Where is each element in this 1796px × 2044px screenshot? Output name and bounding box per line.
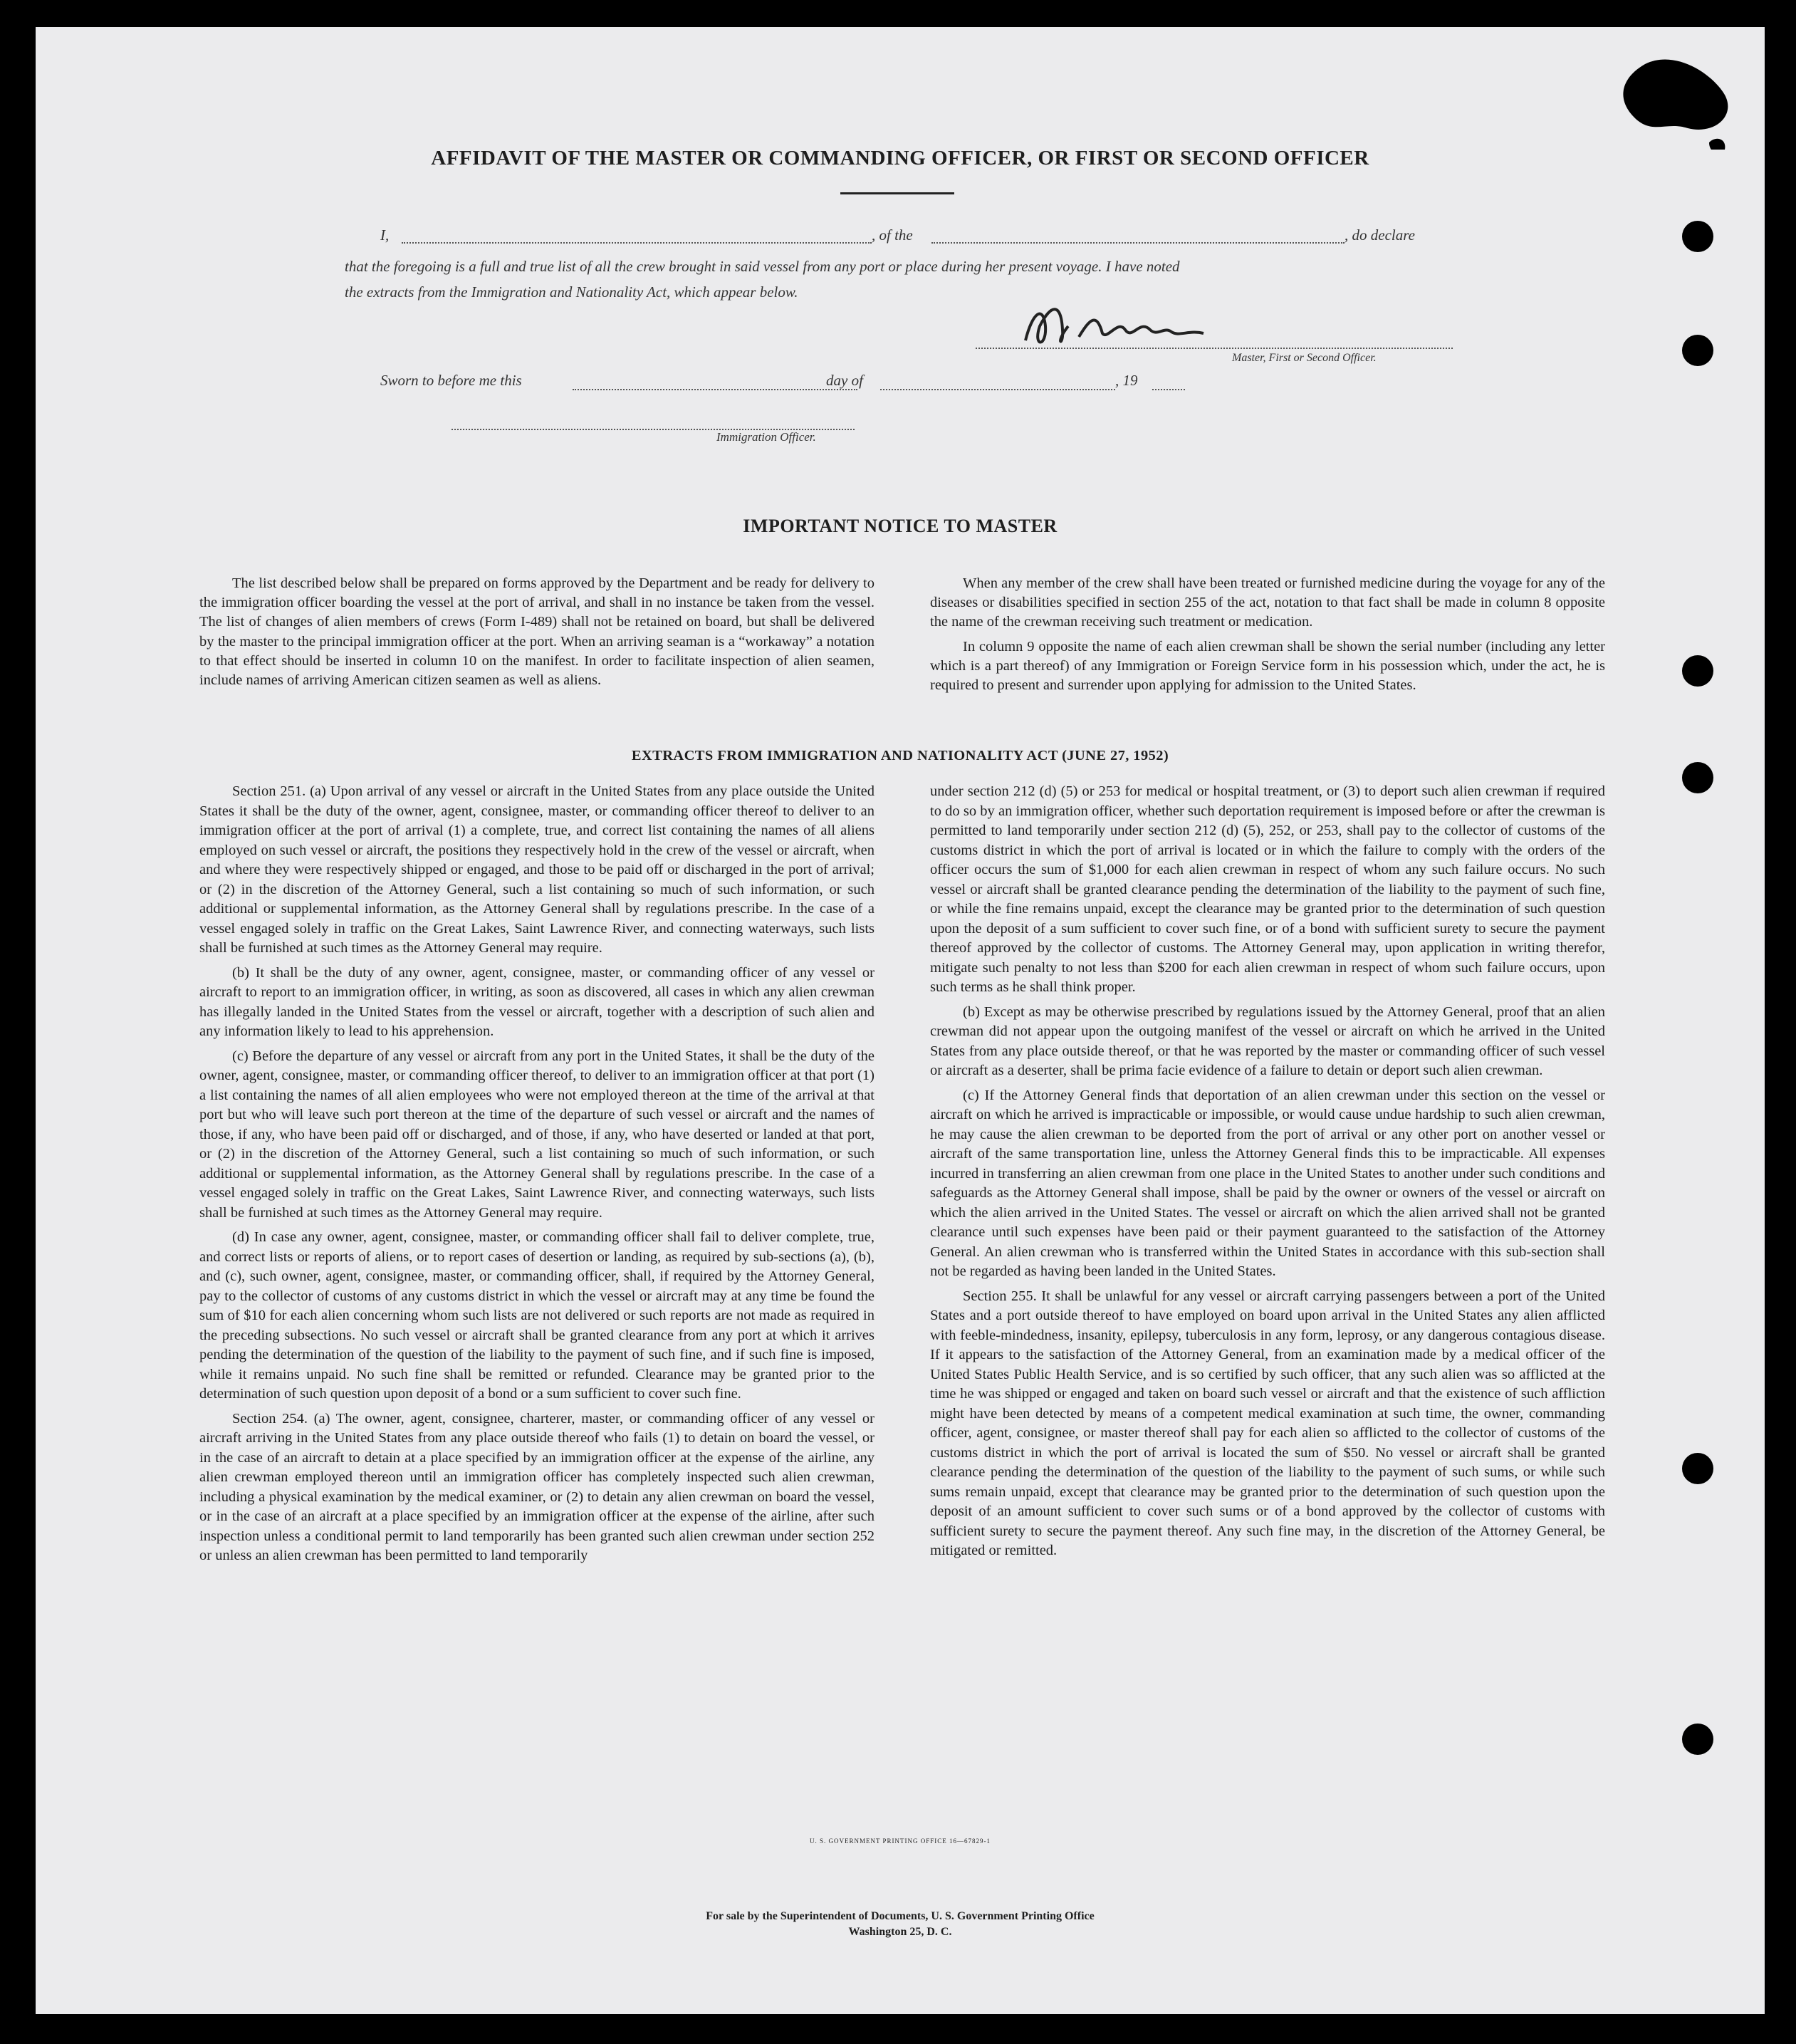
sworn-day-field[interactable] [573, 389, 857, 390]
section-255: Section 255. It shall be unlawful for any vessel or aircraft carrying passengers between a port of the United States and a port outside thereof to have employed on board upon arrival in the United States any alien afflicted with feeble-mindedness, insanity, epilepsy, tuberculosis in any form, leprosy, or any dangerous contagious disease. If it appears to the satisfaction of the Attorney General, from an examination made by a medical officer of the United States Public Health Service, and is so certified by such officer, that any such alien was so afflicted at the time he was shipped or engaged and taken on board such vessel or aircraft and that the existence of such affliction might have been detected by means of a competent medical examination at such time, the owner, commanding officer, agent, consignee, or master thereof shall pay for each alien so afflicted to the collector of customs of the customs district in which the port of arrival is located the sum of $50. No vessel or aircraft shall be granted clearance pending the determination of the question of the liability to the payment of such sums, or while such sums remain unpaid, except that clearance may be granted prior to the determination of such question upon the deposit of an amount sufficient to cover such sums or of a bond approved by the collector of customs with sufficient surety to secure the payment thereof. Any such fine may, in the discretion of the Attorney General, be mitigated or remitted. [930, 1288, 1605, 1558]
vessel-name-field[interactable] [931, 242, 1345, 244]
extracts-right-column [930, 782, 1605, 1561]
section-254-b: (b) Except as may be otherwise prescribed by regulations issued by the Attorney General, proof that an alien crewman did not appear upon the outgoing manifest of the vessel or aircraft on which he arrived in the United States from any place outside thereof, or that he was reported by the master or commanding officer of such vessel or aircraft as a deserter, shall be prima facie evidence of a failure to detain or deport such alien crewman. [930, 1003, 1605, 1078]
day-of-label: day of [826, 372, 863, 389]
section-254-c: (c) If the Attorney General finds that deportation of an alien crewman under this section on the vessel or aircraft on which he arrived is impracticable or impossible, or would cause undue hardship to such alien crewman, he may cause the alien crewman to be deported from the port of arrival or any other port on another vessel or aircraft of the same transportation line, unless the Attorney General finds this to be impracticable. All expenses incurred in transferring an alien crewman from one place in the United States to another under such conditions and safeguards as the Attorney General shall impose, shall be paid by the owner or owners of the vessel or aircraft on which the alien arrived in the United States. The vessel or aircraft on which the alien arrived shall not be granted clearance until such expenses have been paid or their payment guaranteed to the satisfaction of the Attorney General. An alien crewman who is transferred within the United States in accordance with this sub-section shall not be regarded as having been landed in the United States. [930, 1087, 1605, 1279]
section-254-a: Section 254. (a) The owner, agent, consignee, charterer, master, or commanding officer of any vessel or aircraft arriving in the United States from any place outside thereof who fails (1) to detain on board the vessel, or in the case of an aircraft to detain at a place specified by an immigration officer at the expense of the airline, any alien crewman employed thereon until an immigration officer has completely inspected such alien crewman, including a physical examination by the medical examiner, or (2) to detain any alien crewman on board the vessel, or in the case of an aircraft at a place specified by an immigration officer at the expense of the airline, after such inspection unless a conditional permit to land temporarily has been granted such alien crewman under section 252 or unless an alien crewman has been permitted to land temporarily [199, 1410, 874, 1563]
do-declare-label: , do declare [1345, 226, 1415, 244]
immigration-officer-label: Immigration Officer. [716, 430, 816, 444]
sworn-label: Sworn to before me this [380, 372, 522, 389]
binder-hole [1682, 221, 1713, 252]
notice-paragraph: When any member of the crew shall have been treated or furnished medicine during the voyage for any of the diseases or disabilities specified in section 255 of the act, notation to that fact shall be made in column 8 opposite the name of the crewman receiving such treatment or medication. [930, 575, 1605, 630]
binder-hole [1682, 1453, 1713, 1484]
of-the-label: , of the [872, 226, 913, 244]
section-254-a-continued: under section 212 (d) (5) or 253 for medical or hospital treatment, or (3) to deport such alien crewman if required to do so by an immigration officer, whether such deportation requirement is imposed before or after the crewman is permitted to land temporarily under section 212 (d) (5), 252, or 253, shall pay to the collector of customs of the customs district in which the port of arrival is located or in which the failure to comply with the orders of the officer occurs the sum of $1,000 for each alien crewman in respect of whom any such failure occurs. No such vessel or aircraft shall be granted clearance pending the determination of the liability to the payment of such fine, or while the fine remains unpaid, except the clearance may be granted prior to the determination of such question upon the deposit of a sum sufficient to cover such fine, or of a bond with sufficient surety to secure the payment thereof approved by the collector of customs. The Attorney General may, upon application in writing therefor, mitigate such penalty to not less than $200 for each alien crewman in respect of whom such failure occurs, upon such terms as he shall think proper. [930, 783, 1605, 995]
master-signature [1011, 298, 1239, 355]
section-251-c: (c) Before the departure of any vessel or aircraft from any port in the United States, it shall be the duty of the owner, agent, consignee, master, or commanding officer thereof, to deliver to an immigration officer at that port (1) a list containing the names of all alien employees who were not employed thereon at the time of the arrival at that port but who will leave such port thereon at the time of the departure of such vessel or aircraft and the names of those, if any, who have been paid off or discharged, and of those, if any, who have deserted or landed at that port, or (2) in the discretion of the Attorney General, such a list containing so much of such information, or such additional or supplemental information, as the Attorney General shall by regulations prescribe. In the case of a vessel engaged solely in traffic on the Great Lakes, Saint Lawrence River, and connecting waterways, such lists shall be furnished at such times as the Attorney General may require. [199, 1048, 874, 1221]
binder-hole [1682, 762, 1713, 793]
sworn-year-field[interactable] [1152, 389, 1185, 390]
master-signature-line[interactable] [976, 348, 1453, 349]
for-sale-line: For sale by the Superintendent of Documents, U. S. Government Printing Office [706, 1910, 1095, 1922]
notice-left-column [199, 574, 874, 690]
affidavit-title: AFFIDAVIT OF THE MASTER OR COMMANDING OFFICER, OR FIRST OR SECOND OFFICER [431, 147, 1369, 170]
master-officer-label: Master, First or Second Officer. [1232, 352, 1377, 364]
extracts-title: EXTRACTS FROM IMMIGRATION AND NATIONALITY ACT (JUNE 27, 1952) [631, 748, 1169, 763]
notice-paragraph: In column 9 opposite the name of each alien crewman shall be shown the serial number (including any letter which is a part thereof) of any Immigration or Foreign Service form in his possession which, under the act, he is required to present and surrender upon applying for admission to the United States. [930, 638, 1605, 694]
printing-office-imprint: U. S. GOVERNMENT PRINTING OFFICE 16—67829-1 [809, 1837, 991, 1845]
ink-blot [1602, 50, 1752, 150]
notice-right-column [930, 574, 1605, 695]
binder-hole [1682, 335, 1713, 366]
title-rule [840, 192, 954, 194]
declarant-name-field[interactable] [402, 242, 872, 244]
declaration-text-line-3: the extracts from the Immigration and Nationality Act, which appear below. [345, 283, 798, 301]
section-251-d: (d) In case any owner, agent, consignee, master, or commanding officer shall fail to deliver complete, true, and correct lists or reports of aliens, or to report cases of desertion or landing, as required by sub-sections (a), (b), and (c), such owner, agent, consignee, master, or commanding officer, shall, if required by the Attorney General, pay to the collector of customs of any customs district in which the vessel or aircraft may at any time be found the sum of $10 for each alien concerning whom such lists are not delivered or such reports are not made as required in the preceding subsections. No such vessel or aircraft shall be granted clearance from any port at which it arrives pending the determination of the question of the liability to the payment of such fine, and if such fine is imposed, while it remains unpaid. No such fine shall be remitted or refunded. Clearance may be granted prior to the determination of such question upon deposit of a bond or a sum sufficient to cover such fine. [199, 1229, 874, 1402]
section-251-b: (b) It shall be the duty of any owner, agent, consignee, master, or commanding officer of any vessel or aircraft to report to an immigration officer, in writing, as soon as discovered, all cases in which any alien crewman has illegally landed in the United States from the vessel or aircraft, together with a description of such alien and any information likely to lead to his apprehension. [199, 964, 874, 1039]
notice-paragraph: The list described below shall be prepared on forms approved by the Department and be ready for delivery to the immigration officer boarding the vessel at the port of arrival, and shall in no instance be taken from the vessel. The list of changes of alien members of crews (Form I-489) shall not be retained on board, but shall be delivered by the master to the principal immigration officer at the port. When an arriving seaman is a “workaway” a notation to that effect should be inserted in column 10 on the manifest. In order to facilitate inspection of alien seamen, include names of arriving American citizen seamen as well as aliens. [199, 575, 874, 689]
sworn-month-field[interactable] [880, 389, 1115, 390]
washington-line: Washington 25, D. C. [848, 1926, 952, 1938]
declarant-label: I, [380, 226, 390, 244]
notice-title: IMPORTANT NOTICE TO MASTER [743, 516, 1058, 536]
extracts-left-column [199, 782, 874, 1566]
declaration-text-line-2: that the foregoing is a full and true list of all the crew brought in said vessel from any port or place during her present voyage. I have noted [345, 258, 1180, 275]
year-prefix: , 19 [1115, 372, 1138, 389]
binder-hole [1682, 655, 1713, 687]
document-page [36, 27, 1765, 2014]
binder-hole [1682, 1724, 1713, 1755]
section-251-a: Section 251. (a) Upon arrival of any vessel or aircraft in the United States from any place outside the United States it shall be the duty of the owner, agent, consignee, master, or commanding officer thereof to deliver to an immigration officer at the port of arrival (1) a complete, true, and correct list containing the names of all aliens employed on such vessel or aircraft, the positions they respectively hold in the crew of the vessel or aircraft, when and where they were respectively shipped or engaged, and those to be paid off or discharged in the port of arrival; or (2) in the discretion of the Attorney General, such a list containing so much of such information, or such additional or supplemental information, as the Attorney General shall by regulations prescribe. In the case of a vessel engaged solely in traffic on the Great Lakes, Saint Lawrence River, and connecting waterways, such lists shall be furnished at such times as the Attorney General may require. [199, 783, 874, 956]
